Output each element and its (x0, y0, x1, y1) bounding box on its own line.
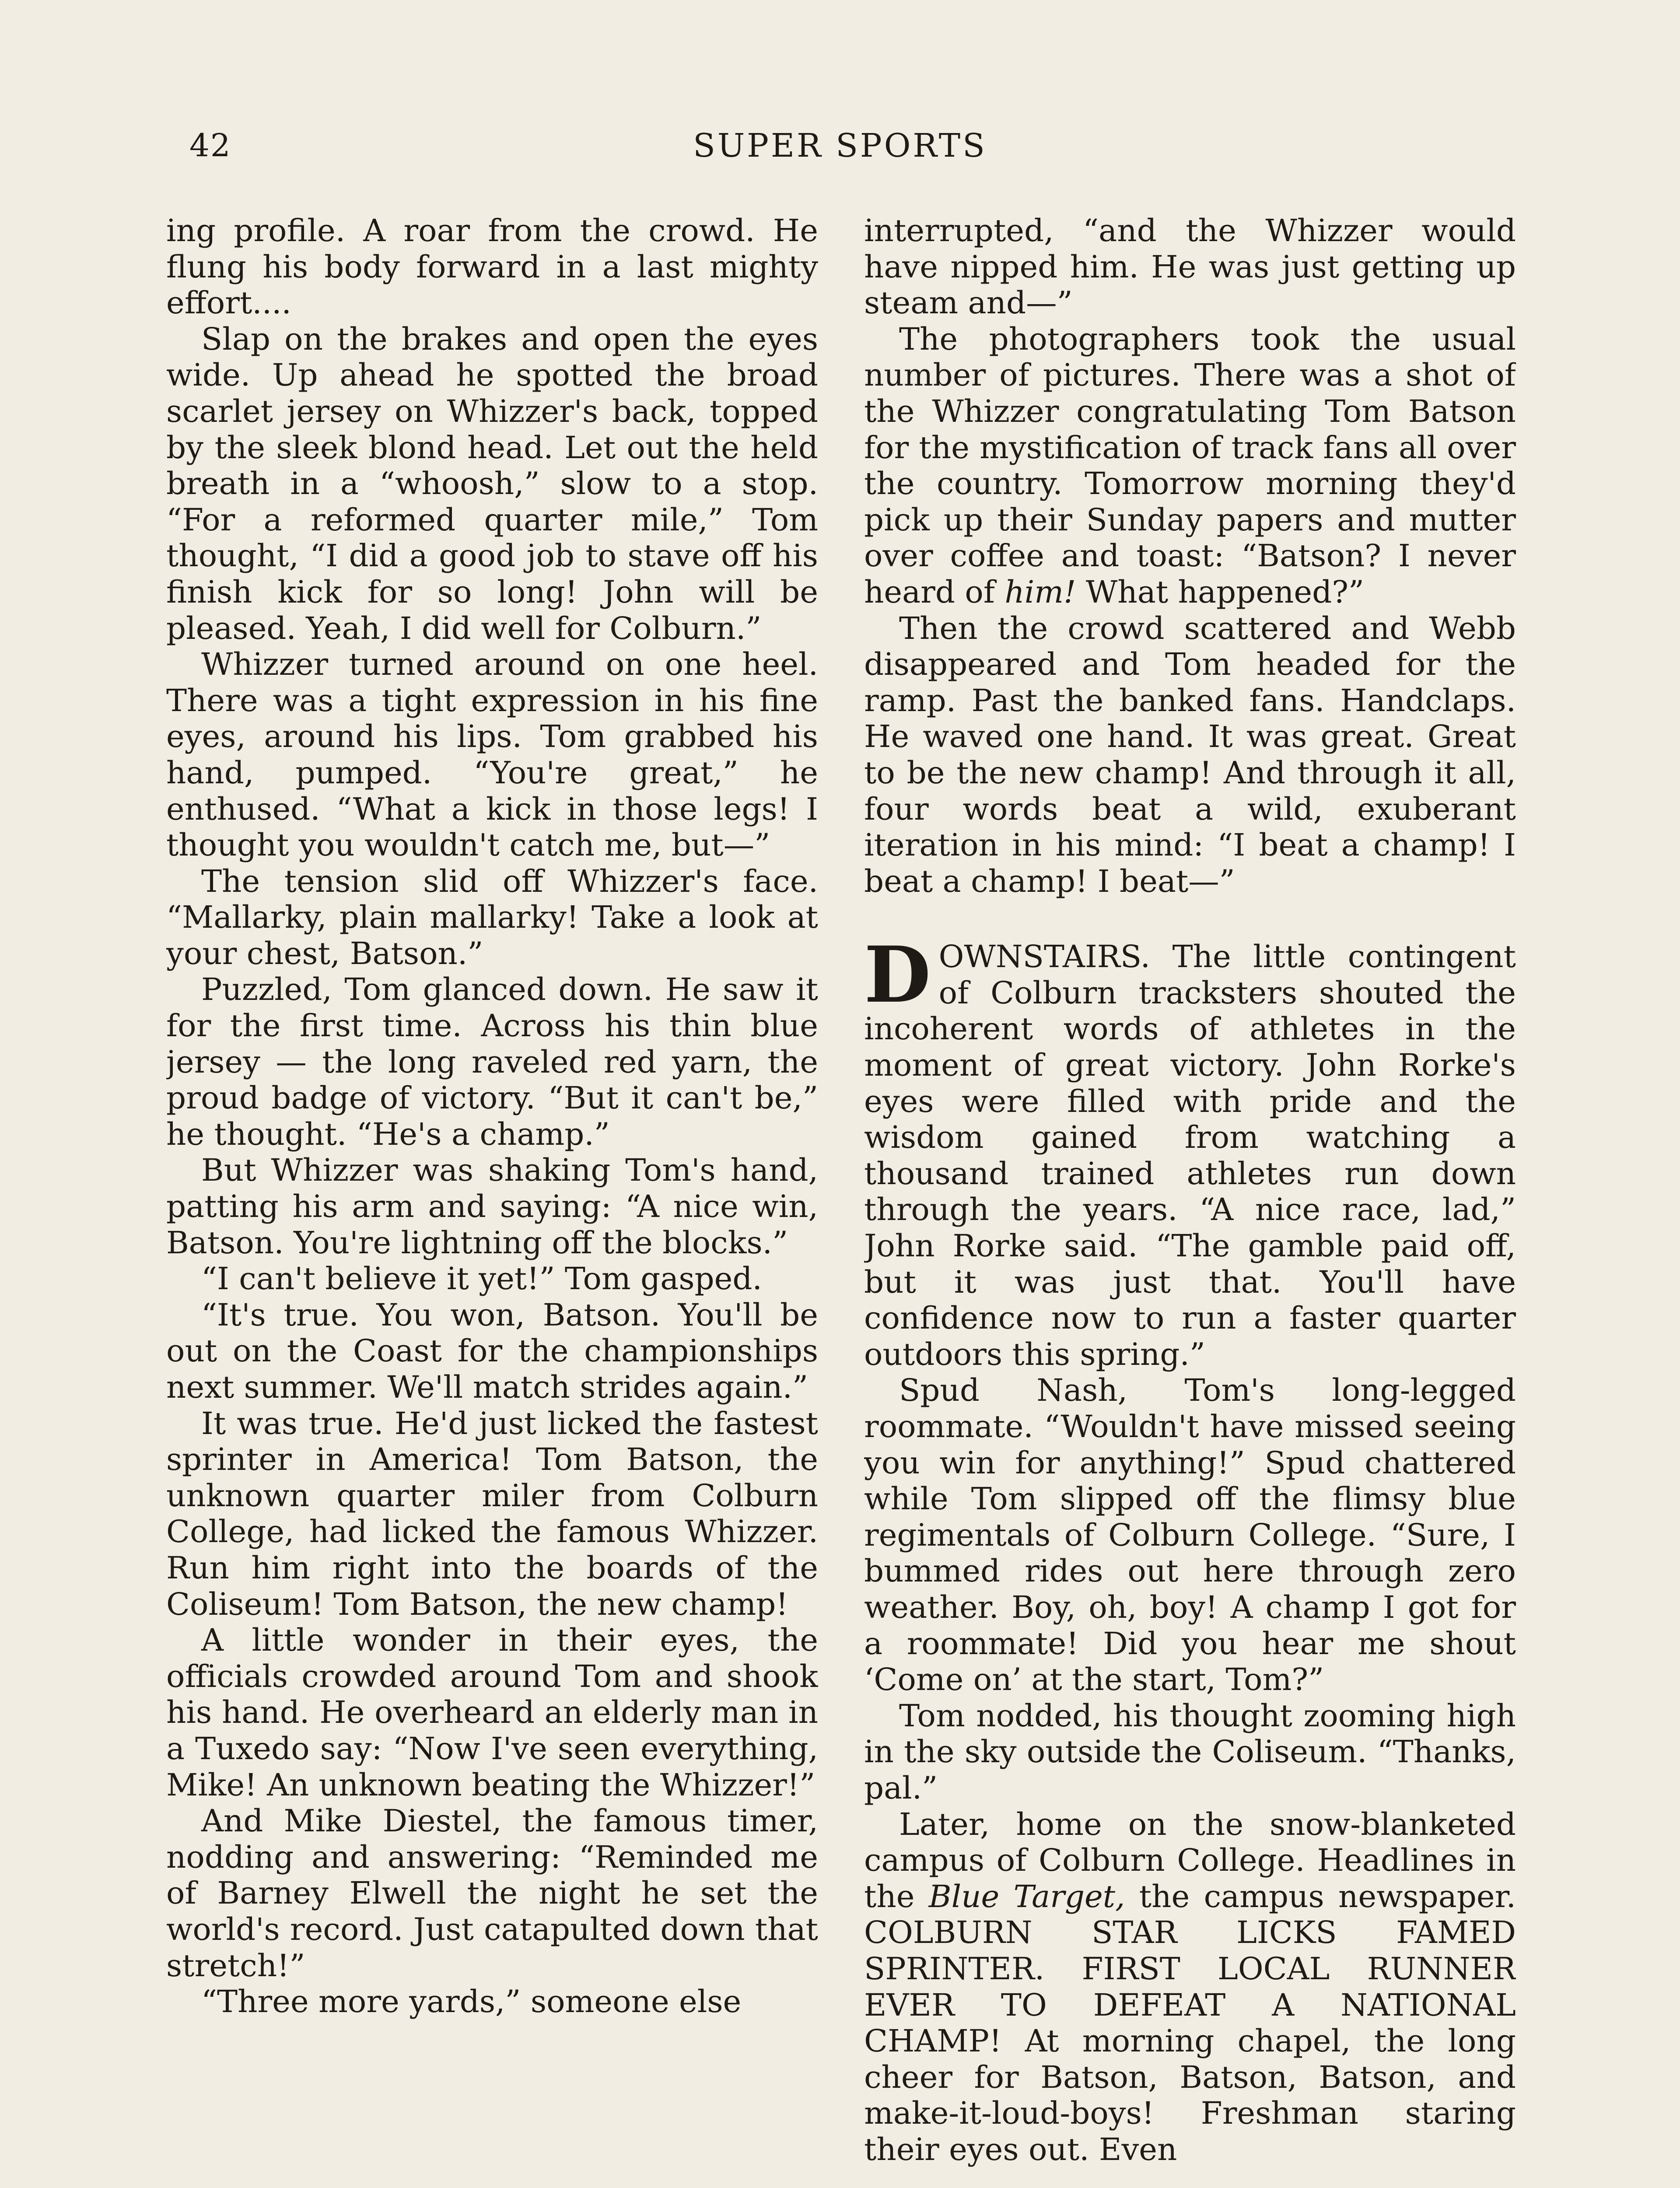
paragraph: “It's true. You won, Batson. You'll be out on the Coast for the championships next summer. We'll match strides again.” (166, 1297, 818, 1405)
paragraph: Slap on the brakes and open the eyes wide. Up ahead he spotted the broad scarlet jersey on Whizzer's back, topped by the sleek blond head. Let out the held breath in a “whoosh,” slow to a stop. “For a reformed quarter mile,” Tom thought, “I did a good job to stave off his finish kick for so long! John will be pleased. Yeah, I did well for Colburn.” (166, 321, 818, 646)
paragraph: Whizzer turned around on one heel. There was a tight expression in his fine eyes, around his lips. Tom grabbed his hand, pumped. “You're great,” he enthused. “What a kick in those legs! I thought you wouldn't catch me, but—” (166, 646, 818, 863)
newspaper-name: Blue Target, (928, 1878, 1125, 1914)
paragraph: It was true. He'd just licked the fastest sprinter in America! Tom Batson, the unknown quarter miler from Colburn College, had licked the famous Whizzer. Run him right into the boards of the Coliseum! Tom Batson, the new champ! (166, 1405, 818, 1622)
paragraph-text: OWNSTAIRS. The little contingent of Colburn tracksters shouted the incoherent words of athletes in the moment of great victory. John Rorke's eyes were filled with pride and the wisdom gained from watching a thousand trained athletes run down through the years. “A nice race, lad,” John Rorke said. “The gamble paid off, but it was just that. You'll have confidence now to run a faster quarter outdoors this spring.” (864, 939, 1516, 1372)
paragraph: But Whizzer was shaking Tom's hand, patting his arm and saying: “A nice win, Batson. You're lightning off the blocks.” (166, 1152, 818, 1261)
page-header (0, 127, 1680, 175)
paragraph: A little wonder in their eyes, the officials crowded around Tom and shook his hand. He overheard an elderly man in a Tuxedo say: “Now I've seen everything, Mike! An unknown beating the Whizzer!” (166, 1622, 818, 1803)
paragraph (864, 1806, 1516, 2168)
paragraph: Puzzled, Tom glanced down. He saw it for the first time. Across his thin blue jersey — the long raveled red yarn, the proud badge of victory. “But it can't be,” he thought. “He's a champ.” (166, 971, 818, 1152)
paragraph-text: the campus newspaper. COLBURN STAR LICKS FAMED SPRINTER. FIRST LOCAL RUNNER EVER TO DEFEAT A NATIONAL CHAMP! At morning chapel, the long cheer for Batson, Batson, Batson, and make-it-loud-boys! Freshman staring their eyes out. Even (864, 1878, 1516, 2167)
paragraph (864, 321, 1516, 610)
paragraph-text: What happened?” (1085, 574, 1365, 610)
paragraph: Tom nodded, his thought zooming high in the sky outside the Coliseum. “Thanks, pal.” (864, 1697, 1516, 1806)
paragraph: “I can't believe it yet!” Tom gasped. (201, 1261, 762, 1297)
section-opening-paragraph (864, 929, 1516, 1372)
paragraph: interrupted, “and the Whizzer would have nipped him. He was just getting up steam and—” (864, 213, 1516, 321)
paragraph: Spud Nash, Tom's long-legged roommate. “Wouldn't have missed seeing you win for anything!” Spud chattered while Tom slipped off the flimsy blue regimentals of Colburn College. “Sure, I bummed rides out here through zero weather. Boy, oh, boy! A champ I got for a roommate! Did you hear me shout ‘Come on’ at the start, Tom?” (864, 1372, 1516, 1698)
left-column (166, 213, 818, 2188)
paragraph: And Mike Diestel, the famous timer, nodding and answering: “Reminded me of Barney Elwell the night he set the world's record. Just catapulted down that stretch!” (166, 1803, 818, 1984)
right-column (864, 213, 1516, 2188)
magazine-title: SUPER SPORTS (693, 127, 987, 165)
paragraph: Then the crowd scattered and Webb disappeared and Tom headed for the ramp. Past the banked fans. Handclaps. He waved one hand. It was great. Great to be the new champ! And through it all, four words beat a wild, exuberant iteration in his mind: “I beat a champ! I beat a champ! I beat—” (864, 610, 1516, 899)
page-number: 42 (189, 127, 231, 164)
emphasis-text: him! (1004, 574, 1076, 610)
paragraph: ing profile. A roar from the crowd. He flung his body forward in a last mighty effort.... (166, 213, 818, 321)
paragraph: “Three more yards,” someone else (201, 1984, 742, 2020)
paragraph-text: The photographers took the usual number of pictures. There was a shot of the Whizzer congratulating Tom Batson for the mystification of track fans all over the country. Tomorrow morning they'd pick up their Sunday papers and mutter over coffee and toast: “Batson? I never heard of (864, 321, 1516, 610)
drop-cap: D (864, 929, 931, 1020)
paragraph-text: Later, home on the snow-blanketed campus of Colburn College. Headlines in the (864, 1806, 1516, 1914)
paragraph: The tension slid off Whizzer's face. “Mallarky, plain mallarky! Take a look at your chest, Batson.” (166, 863, 818, 971)
